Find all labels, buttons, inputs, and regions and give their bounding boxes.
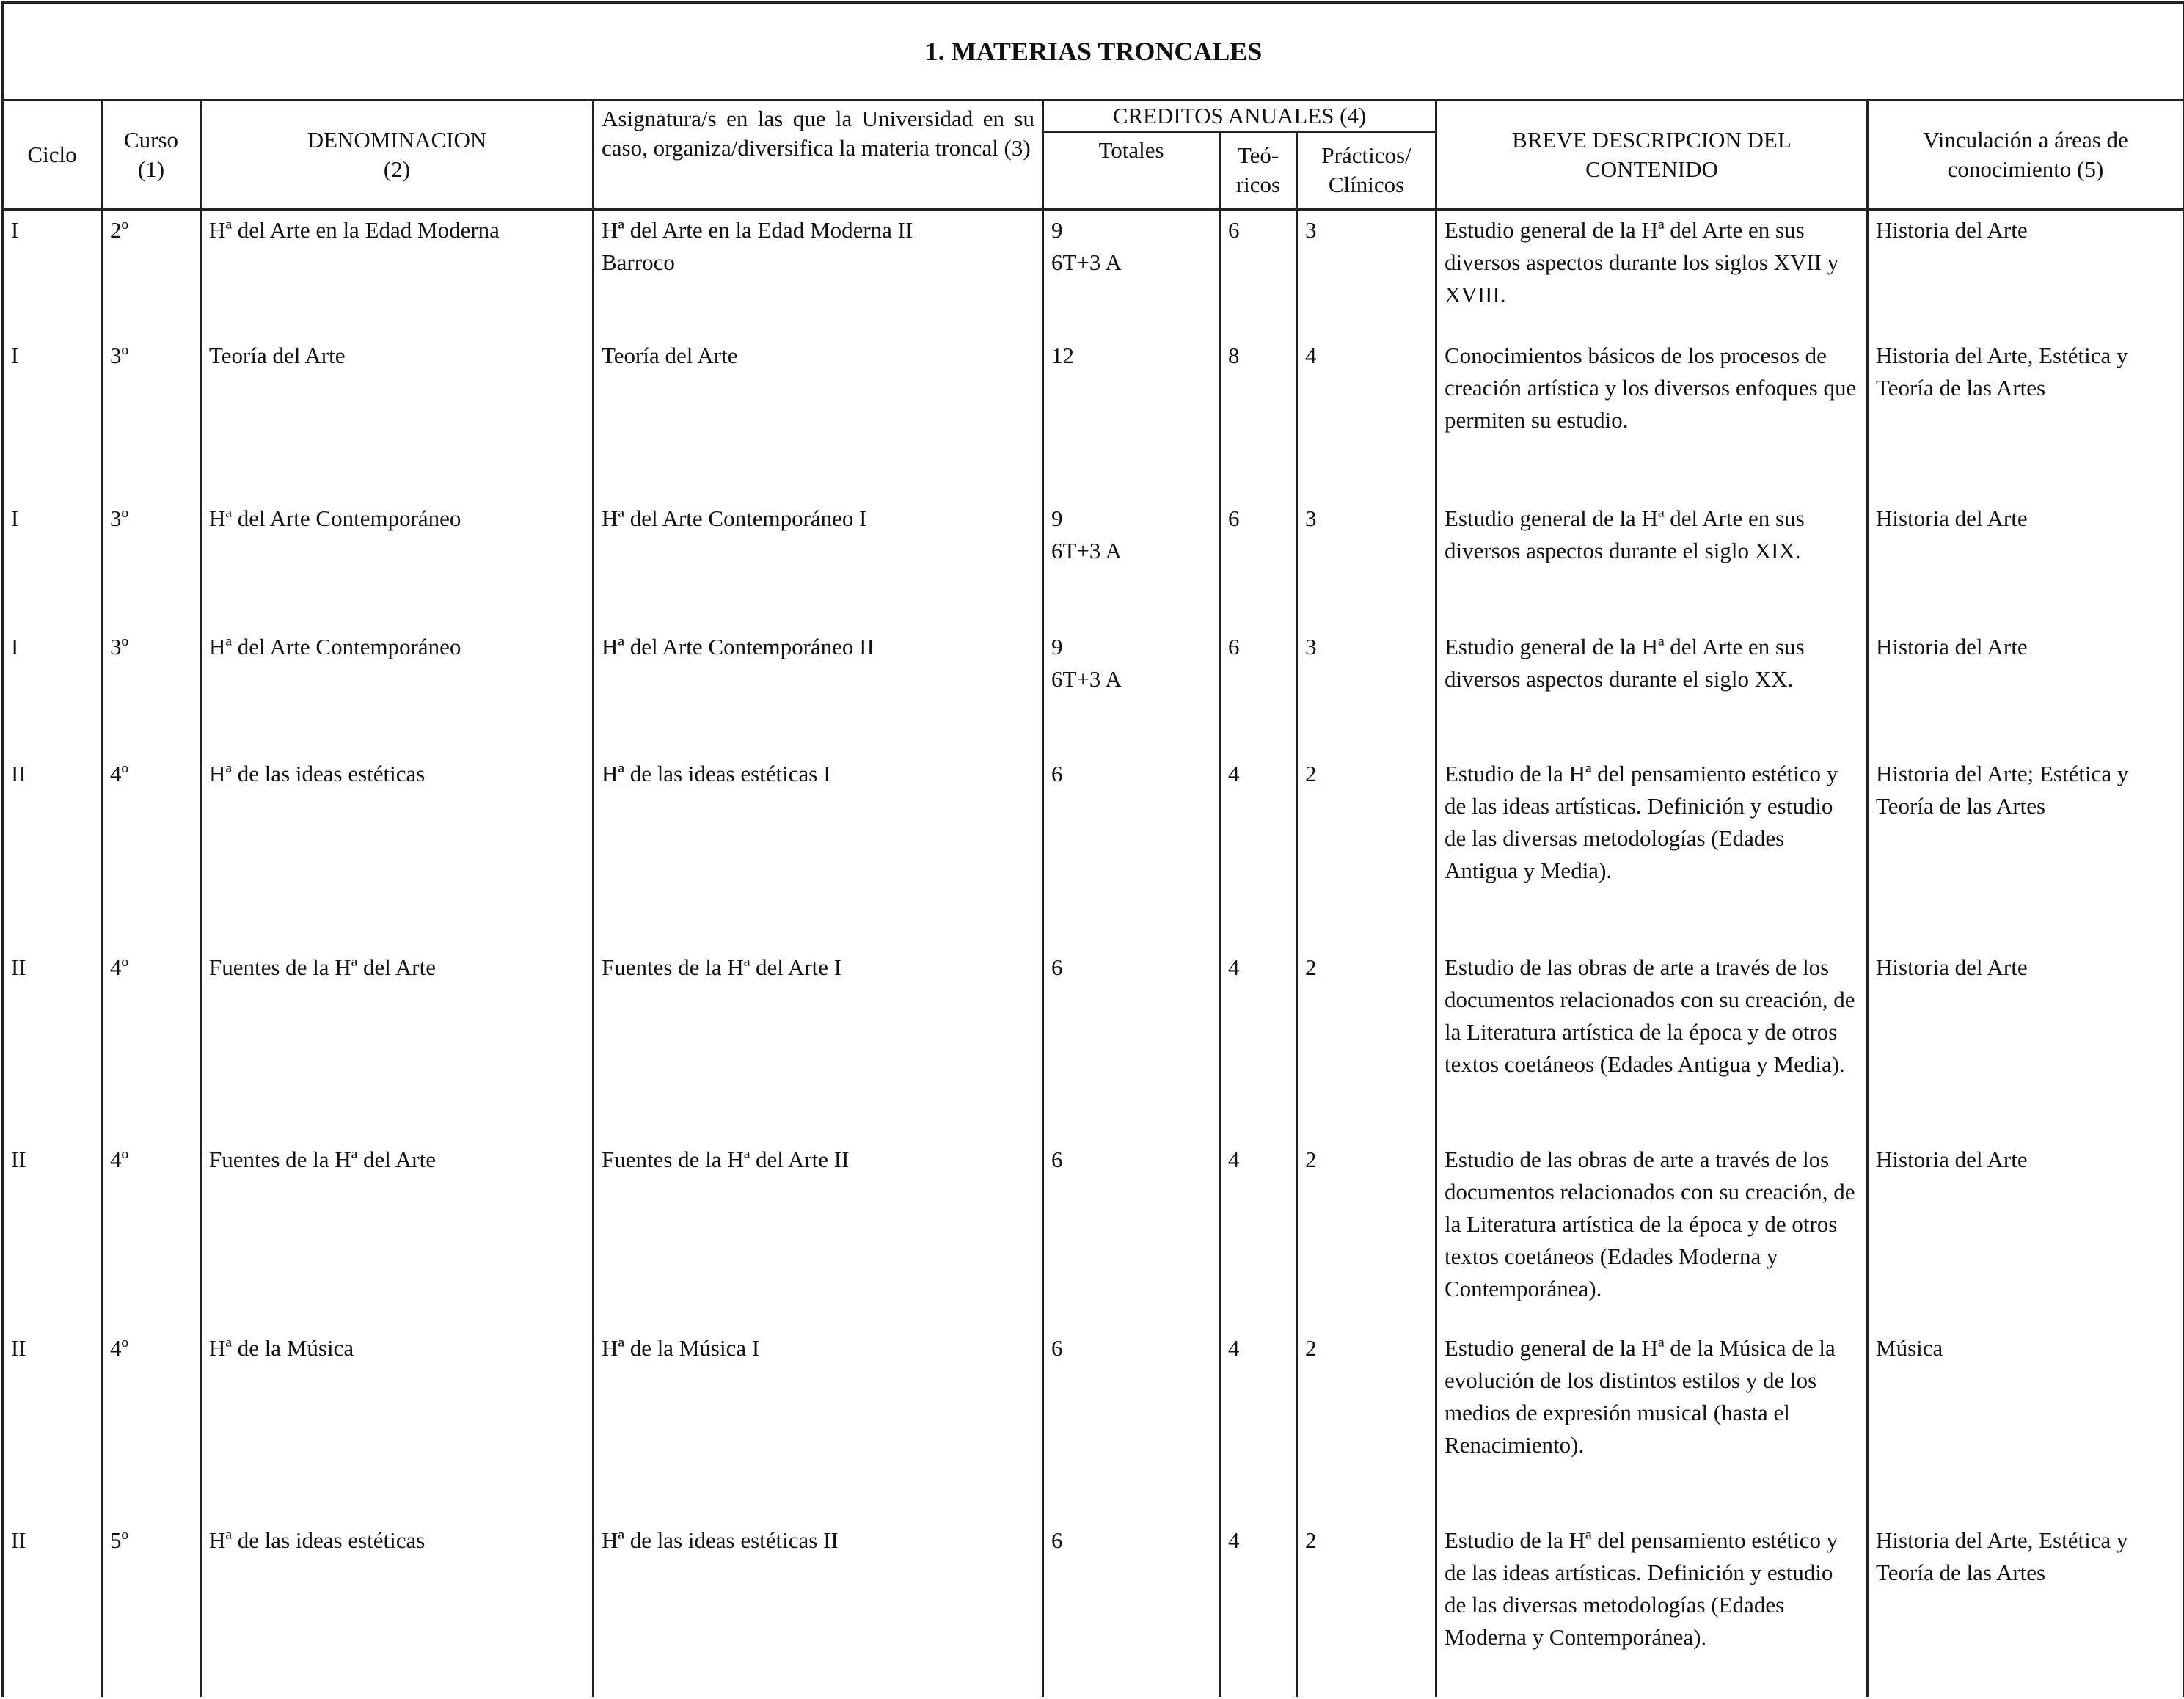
- cell-asignatura: Hª del Arte Contemporáneo II: [594, 628, 1043, 755]
- cell-denominacion: Hª de las ideas estéticas: [201, 755, 594, 949]
- cell-ciclo: II: [3, 1329, 102, 1521]
- cell-curso: 3º: [102, 337, 201, 500]
- cell-teoricos: 4: [1220, 1521, 1297, 1697]
- cell-ciclo: I: [3, 500, 102, 628]
- cell-denominacion: Teoría del Arte: [201, 337, 594, 500]
- cell-asignatura: Fuentes de la Hª del Arte I: [594, 949, 1043, 1141]
- cell-descripcion: Estudio de la Hª del pensamiento estético y de las ideas artísticas. Definición y estudio de las diversas metodologías (Edades Antigua y Media).: [1436, 755, 1868, 949]
- cell-practicos: 2: [1297, 755, 1436, 949]
- cell-totales: 6: [1043, 1329, 1220, 1521]
- cell-asignatura: Fuentes de la Hª del Arte II: [594, 1141, 1043, 1329]
- cell-descripcion: Conocimientos básicos de los procesos de creación artística y los diversos enfoques que permiten su estudio.: [1436, 337, 1868, 500]
- table-row: [3, 210, 2184, 337]
- cell-practicos: 4: [1297, 337, 1436, 500]
- cell-teoricos: 4: [1220, 1141, 1297, 1329]
- cell-practicos: 2: [1297, 1141, 1436, 1329]
- cell-totales: 6: [1043, 949, 1220, 1141]
- cell-totales: 6: [1043, 1521, 1220, 1697]
- header-creditos: CREDITOS ANUALES (4): [1043, 101, 1436, 132]
- table-row: [3, 1329, 2184, 1521]
- cell-teoricos: 6: [1220, 628, 1297, 755]
- header-ciclo: Ciclo: [3, 101, 102, 210]
- cell-practicos: 3: [1297, 628, 1436, 755]
- cell-teoricos: 6: [1220, 210, 1297, 337]
- cell-vinculacion: Historia del Arte: [1868, 628, 2184, 755]
- cell-denominacion: Hª del Arte Contemporáneo: [201, 628, 594, 755]
- cell-totales: 9 6T+3 A: [1043, 210, 1220, 337]
- cell-asignatura: Teoría del Arte: [594, 337, 1043, 500]
- cell-vinculacion: Historia del Arte: [1868, 500, 2184, 628]
- cell-ciclo: II: [3, 755, 102, 949]
- header-descripcion: BREVE DESCRIPCION DEL CONTENIDO: [1436, 101, 1868, 210]
- cell-asignatura: Hª de la Música I: [594, 1329, 1043, 1521]
- cell-practicos: 3: [1297, 500, 1436, 628]
- cell-teoricos: 8: [1220, 337, 1297, 500]
- section-title: 1. MATERIAS TRONCALES: [1, 1, 2184, 99]
- cell-denominacion: Hª de las ideas estéticas: [201, 1521, 594, 1697]
- cell-vinculacion: Historia del Arte: [1868, 210, 2184, 337]
- table-row: [3, 500, 2184, 628]
- cell-totales: 6: [1043, 755, 1220, 949]
- cell-descripcion: Estudio general de la Hª de la Música de la evolución de los distintos estilos y de los medios de expresión musical (hasta el Renacimiento).: [1436, 1329, 1868, 1521]
- cell-descripcion: Estudio general de la Hª del Arte en sus diversos aspectos durante el siglo XX.: [1436, 628, 1868, 755]
- cell-teoricos: 4: [1220, 1329, 1297, 1521]
- header-asignatura: Asignatura/s en las que la Universidad en su caso, organiza/diversifica la materia troncal (3): [594, 101, 1043, 210]
- header-totales: Totales: [1043, 132, 1220, 210]
- cell-ciclo: I: [3, 210, 102, 337]
- table-row: [3, 628, 2184, 755]
- cell-curso: 4º: [102, 1329, 201, 1521]
- cell-vinculacion: Música: [1868, 1329, 2184, 1521]
- header-denominacion: DENOMINACION (2): [201, 101, 594, 210]
- cell-ciclo: II: [3, 949, 102, 1141]
- cell-descripcion: Estudio general de la Hª del Arte en sus diversos aspectos durante los siglos XVII y XVIII.: [1436, 210, 1868, 337]
- cell-teoricos: 4: [1220, 949, 1297, 1141]
- cell-denominacion: Fuentes de la Hª del Arte: [201, 949, 594, 1141]
- table-row: [3, 1141, 2184, 1329]
- cell-totales: 12: [1043, 337, 1220, 500]
- cell-asignatura: Hª del Arte en la Edad Moderna II Barroco: [594, 210, 1043, 337]
- cell-asignatura: Hª del Arte Contemporáneo I: [594, 500, 1043, 628]
- cell-totales: 9 6T+3 A: [1043, 628, 1220, 755]
- cell-practicos: 2: [1297, 1329, 1436, 1521]
- cell-descripcion: Estudio de la Hª del pensamiento estético y de las ideas artísticas. Definición y estudio de las diversas metodologías (Edades Moderna y Contemporánea).: [1436, 1521, 1868, 1697]
- cell-curso: 2º: [102, 210, 201, 337]
- cell-ciclo: I: [3, 337, 102, 500]
- header-practicos: Prácticos/ Clínicos: [1297, 132, 1436, 210]
- header-vinculacion: Vinculación a áreas de conocimiento (5): [1868, 101, 2184, 210]
- cell-denominacion: Hª del Arte en la Edad Moderna: [201, 210, 594, 337]
- cell-curso: 4º: [102, 1141, 201, 1329]
- cell-ciclo: I: [3, 628, 102, 755]
- cell-vinculacion: Historia del Arte, Estética y Teoría de las Artes: [1868, 337, 2184, 500]
- cell-totales: 9 6T+3 A: [1043, 500, 1220, 628]
- cell-asignatura: Hª de las ideas estéticas II: [594, 1521, 1043, 1697]
- cell-descripcion: Estudio de las obras de arte a través de los documentos relacionados con su creación, de la Literatura artística de la época y de otros textos coetáneos (Edades Antigua y Media).: [1436, 949, 1868, 1141]
- cell-teoricos: 4: [1220, 755, 1297, 949]
- cell-practicos: 3: [1297, 210, 1436, 337]
- table-row: [3, 755, 2184, 949]
- cell-curso: 5º: [102, 1521, 201, 1697]
- materias-troncales-table: [1, 99, 2184, 1697]
- cell-asignatura: Hª de las ideas estéticas I: [594, 755, 1043, 949]
- cell-vinculacion: Historia del Arte, Estética y Teoría de las Artes: [1868, 1521, 2184, 1697]
- cell-denominacion: Hª del Arte Contemporáneo: [201, 500, 594, 628]
- header-curso: Curso (1): [102, 101, 201, 210]
- cell-curso: 3º: [102, 628, 201, 755]
- cell-vinculacion: Historia del Arte: [1868, 949, 2184, 1141]
- cell-descripcion: Estudio de las obras de arte a través de los documentos relacionados con su creación, de la Literatura artística de la época y de otros textos coetáneos (Edades Moderna y Contemporánea).: [1436, 1141, 1868, 1329]
- cell-practicos: 2: [1297, 1521, 1436, 1697]
- cell-denominacion: Hª de la Música: [201, 1329, 594, 1521]
- table-row: [3, 949, 2184, 1141]
- cell-vinculacion: Historia del Arte: [1868, 1141, 2184, 1329]
- cell-totales: 6: [1043, 1141, 1220, 1329]
- cell-vinculacion: Historia del Arte; Estética y Teoría de las Artes: [1868, 755, 2184, 949]
- table-row: [3, 337, 2184, 500]
- cell-denominacion: Fuentes de la Hª del Arte: [201, 1141, 594, 1329]
- cell-descripcion: Estudio general de la Hª del Arte en sus diversos aspectos durante el siglo XIX.: [1436, 500, 1868, 628]
- table-row: [3, 1521, 2184, 1697]
- cell-teoricos: 6: [1220, 500, 1297, 628]
- cell-practicos: 2: [1297, 949, 1436, 1141]
- cell-curso: 3º: [102, 500, 201, 628]
- cell-ciclo: II: [3, 1521, 102, 1697]
- cell-curso: 4º: [102, 755, 201, 949]
- header-teoricos: Teó- ricos: [1220, 132, 1297, 210]
- cell-ciclo: II: [3, 1141, 102, 1329]
- cell-curso: 4º: [102, 949, 201, 1141]
